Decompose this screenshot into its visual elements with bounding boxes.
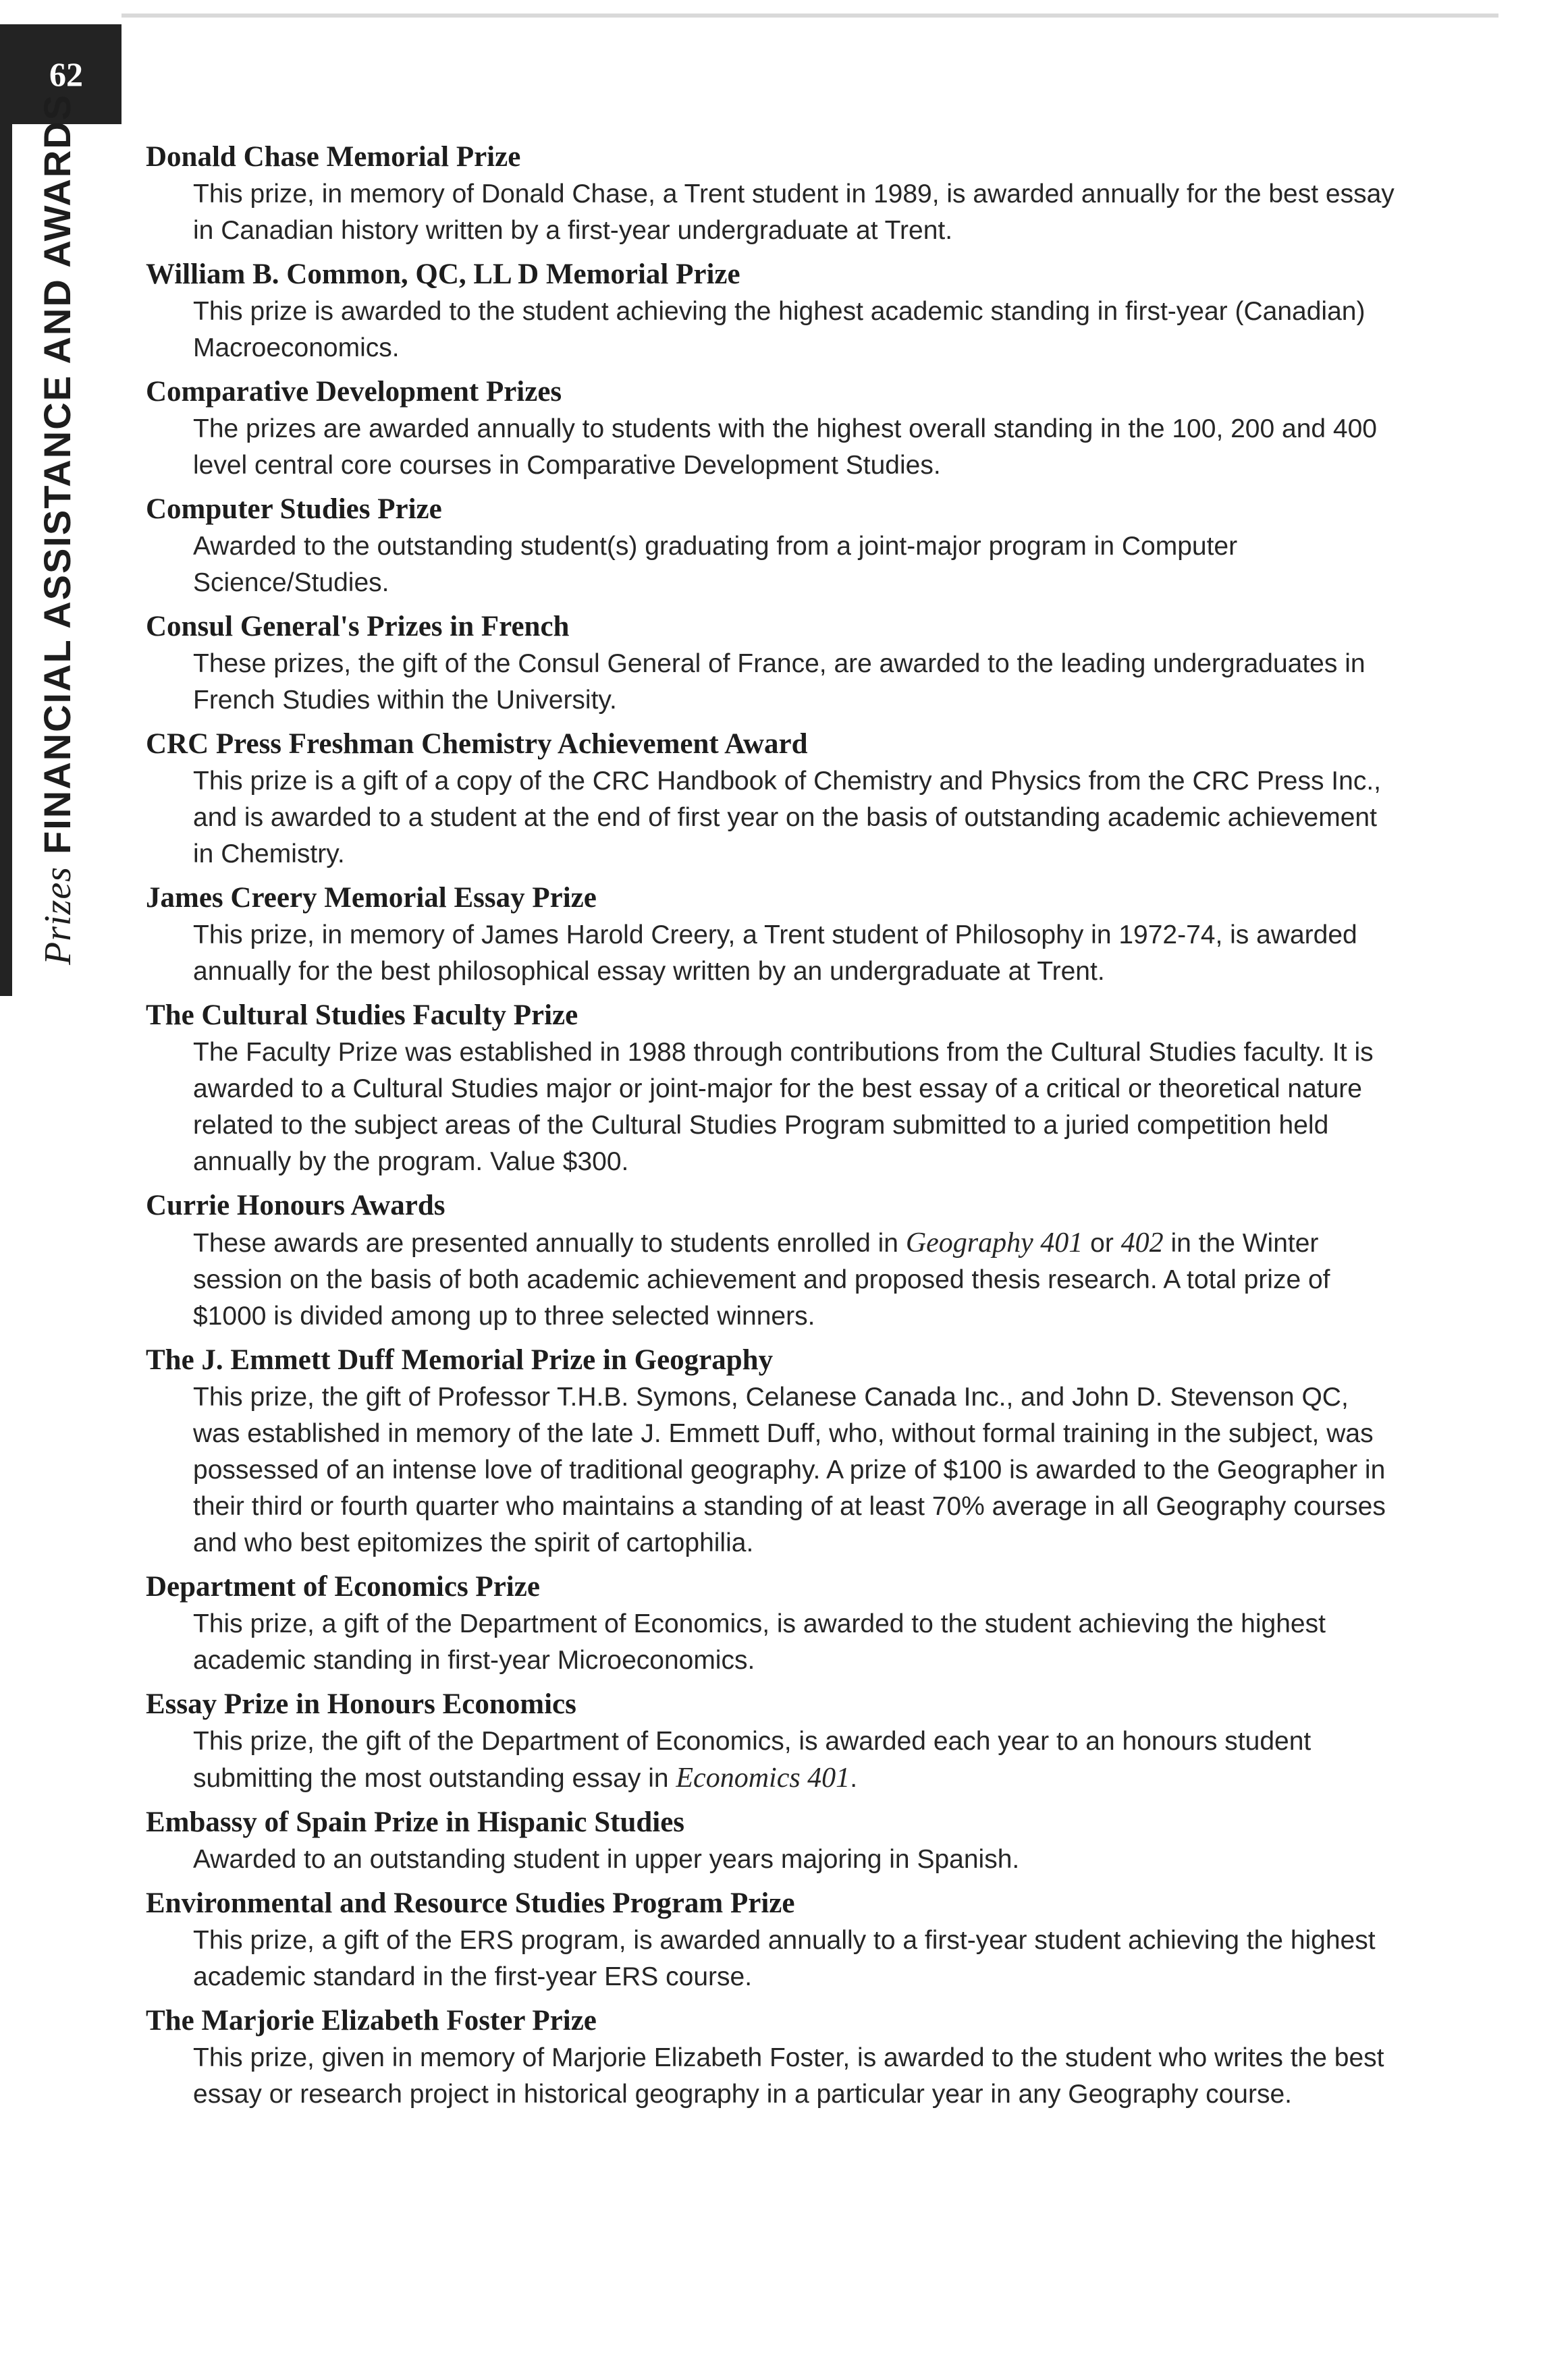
prize-entry: [146, 1187, 1401, 1335]
prize-title: The Cultural Studies Faculty Prize: [146, 999, 578, 1031]
prize-description: This prize, given in memory of Marjorie Elizabeth Foster, is awarded to the student who writes the best essay or research project in historical geography in a particular year in any Geography course.: [193, 2043, 1384, 2109]
prize-title: Department of Economics Prize: [146, 1571, 540, 1603]
page-number: 62: [11, 24, 121, 124]
prize-title: James Creery Memorial Essay Prize: [146, 882, 597, 914]
prize-title: Essay Prize in Honours Economics: [146, 1688, 576, 1720]
description-text: These awards are presented annually to students enrolled in: [193, 1229, 906, 1258]
prize-entry: [146, 997, 1401, 1180]
section-name: Prizes: [37, 866, 79, 965]
prize-entry: [146, 1885, 1401, 1995]
prize-description: [193, 1723, 1401, 1797]
prize-description: This prize is awarded to the student achieving the highest academic standing in first-year (Canadian) Macroeconomics.: [193, 297, 1366, 362]
prize-title: The Marjorie Elizabeth Foster Prize: [146, 2005, 597, 2037]
prize-description: This prize, a gift of the ERS program, is awarded annually to a first-year student achieving the highest academic standard in the first-year ERS course.: [193, 1926, 1376, 1991]
prize-title: Currie Honours Awards: [146, 1190, 445, 1221]
prize-description: The Faculty Prize was established in 1988 through contributions from the Cultural Studies faculty. It is awarded to a Cultural Studies major or joint-major for the best essay of a critical or theoretical nature related to the subject areas of the Cultural Studies Program submitted to a juried competition held annually by the program. Value $300.: [193, 1038, 1374, 1176]
prize-entry: [146, 725, 1401, 873]
prize-entry: [146, 491, 1401, 601]
description-text: This prize, the gift of the Department of Economics, is awarded each year to an honours student submitting the most outstanding essay in: [193, 1727, 1312, 1793]
prize-list: [146, 138, 1401, 2120]
prize-title: Embassy of Spain Prize in Hispanic Studies: [146, 1806, 685, 1838]
section-label: [35, 94, 80, 965]
prize-title: CRC Press Freshman Chemistry Achievement Award: [146, 728, 808, 760]
prize-description: This prize, the gift of Professor T.H.B. Symons, Celanese Canada Inc., and John D. Stevenson QC, was established in memory of the late J. Emmett Duff, who, without formal training in the subject, was possessed of an intense love of traditional geography. A prize of $100 is awarded to the Geographer in their third or fourth quarter who maintains a standing of at least 70% average in all Geography courses and who best epitomizes the spirit of cartophilia.: [193, 1383, 1386, 1557]
prize-title: The J. Emmett Duff Memorial Prize in Geography: [146, 1344, 774, 1376]
prize-title: Consul General's Prizes in French: [146, 611, 570, 642]
prize-description: Awarded to the outstanding student(s) graduating from a joint-major program in Computer Science/Studies.: [193, 532, 1238, 597]
prize-title: William B. Common, QC, LL D Memorial Prize: [146, 258, 740, 290]
course-name: Geography 401: [905, 1227, 1083, 1258]
top-rule: [121, 13, 1498, 18]
course-name: 402: [1120, 1227, 1164, 1258]
prize-description: This prize, a gift of the Department of Economics, is awarded to the student achieving the highest academic standing in first-year Microeconomics.: [193, 1609, 1326, 1675]
prize-title: Environmental and Resource Studies Program Prize: [146, 1887, 795, 1919]
prize-description: These prizes, the gift of the Consul General of France, are awarded to the leading undergraduates in French Studies within the University.: [193, 649, 1366, 715]
prize-entry: [146, 1686, 1401, 1797]
description-text: or: [1083, 1229, 1121, 1258]
description-text: .: [850, 1764, 858, 1793]
prize-entry: [146, 138, 1401, 249]
prize-title: Computer Studies Prize: [146, 493, 442, 525]
prize-description: The prizes are awarded annually to students with the highest overall standing in the 100, 200 and 400 level central core courses in Comparative Development Studies.: [193, 414, 1377, 480]
prize-entry: [146, 1804, 1401, 1878]
prize-entry: [146, 373, 1401, 484]
prize-description: This prize, in memory of Donald Chase, a Trent student in 1989, is awarded annually for the best essay in Canadian history written by a first-year undergraduate at Trent.: [193, 179, 1395, 245]
prize-entry: [146, 608, 1401, 719]
prize-description: [193, 1225, 1401, 1335]
prize-entry: [146, 2002, 1401, 2113]
prize-description: This prize, in memory of James Harold Creery, a Trent student of Philosophy in 1972-74, is awarded annually for the best philosophical essay written by an undergraduate at Trent.: [193, 920, 1357, 986]
prize-title: Donald Chase Memorial Prize: [146, 141, 521, 173]
description-text: in the Winter session on the basis of both academic achievement and proposed thesis research. A total prize of $1000 is divided among up to three selected winners.: [193, 1229, 1330, 1331]
prize-description: This prize is a gift of a copy of the CRC Handbook of Chemistry and Physics from the CRC Press Inc., and is awarded to a student at the end of first year on the basis of outstanding academic achievement in Chemistry.: [193, 767, 1382, 868]
section-topic: FINANCIAL ASSISTANCE AND AWARDS: [36, 93, 78, 854]
course-name: Economics 401: [676, 1763, 850, 1794]
prize-entry: [146, 1568, 1401, 1679]
prize-title: Comparative Development Prizes: [146, 376, 562, 408]
prize-description: Awarded to an outstanding student in upper years majoring in Spanish.: [193, 1845, 1020, 1874]
prize-entry: [146, 256, 1401, 366]
side-bar: [0, 24, 12, 996]
prize-entry: [146, 1341, 1401, 1561]
prize-entry: [146, 879, 1401, 990]
